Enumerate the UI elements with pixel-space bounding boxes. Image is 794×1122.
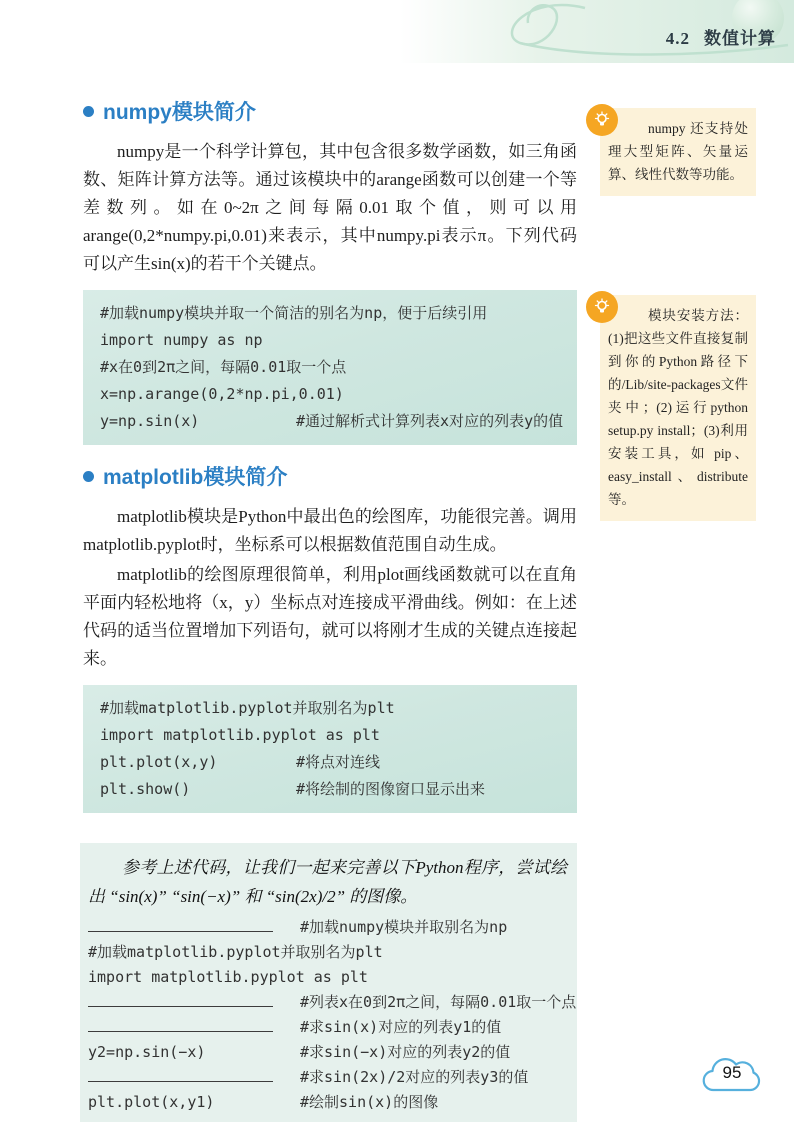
heading-numpy-label: numpy模块简介 (103, 101, 256, 124)
fill-in-blank (88, 917, 273, 932)
fill-in-blank (88, 1067, 273, 1082)
code-line: #x在0到2π之间，每隔0.01取一个点 (100, 358, 347, 376)
section-title: 数值计算 (704, 29, 776, 48)
tip-note-numpy-text: numpy 还支持处理大型矩阵、矢量运算、线性代数等功能。 (608, 121, 748, 182)
code-line: plt.plot(x,y) #将点对连线 (100, 753, 381, 771)
exercise-block (80, 843, 577, 1122)
code-line: x=np.arange(0,2*np.pi,0.01) (100, 385, 344, 403)
fill-in-blank (88, 992, 273, 1007)
heading-matplotlib-label: matplotlib模块简介 (103, 466, 288, 489)
tip-note-install-text: 模块安装方法：(1)把这些文件直接复制到你的Python路径下的/Lib/site-packages文件夹中；(2)运行python setup.py install；(3)利用安装工具，如 pip、easy_install、distribute 等。 (608, 308, 748, 507)
exercise-line: import matplotlib.pyplot as plt (88, 968, 368, 986)
code-line: import matplotlib.pyplot as plt (100, 726, 380, 744)
exercise-line: plt.plot(x,y1) #绘制sin(x)的图像 (88, 1093, 439, 1111)
bullet-icon (83, 471, 94, 482)
tip-note-numpy (600, 108, 756, 196)
code-block-matplotlib (83, 685, 577, 813)
paragraph-matplotlib-1: matplotlib模块是Python中最出色的绘图库，功能很完善。调用matplotlib.pyplot时，坐标系可以根据数值范围自动生成。 (83, 507, 577, 554)
code-line: #加载matplotlib.pyplot并取别名为plt (100, 699, 395, 717)
page-number: 95 (722, 1063, 742, 1082)
fill-in-blank (88, 1017, 273, 1032)
exercise-intro: 参考上述代码，让我们一起来完善以下Python程序，尝试绘出 “sin(x)” “sin(−x)” 和 “sin(2x)/2” 的图像。 (88, 858, 567, 906)
page-number-cloud (700, 1050, 764, 1098)
lightbulb-icon (586, 291, 618, 323)
heading-matplotlib (83, 461, 577, 491)
exercise-line: #求sin(x)对应的列表y1的值 (88, 1015, 567, 1040)
code-line: import numpy as np (100, 331, 263, 349)
paragraph-matplotlib-2: matplotlib的绘图原理很简单，利用plot画线函数就可以在直角平面内轻松地将（x，y）坐标点对连接成平滑曲线。例如：在上述代码的适当位置增加下列语句，就可以将刚才生成的关键点连接起来。 (83, 565, 577, 668)
lightbulb-icon (586, 104, 618, 136)
header-band (400, 0, 794, 63)
heading-numpy (83, 96, 577, 126)
code-line: #加载numpy模块并取一个简洁的别名为np，便于后续引用 (100, 304, 488, 322)
exercise-line: #求sin(2x)/2对应的列表y3的值 (88, 1065, 567, 1090)
exercise-line: #加载numpy模块并取别名为np (88, 915, 567, 940)
code-block-numpy (83, 290, 577, 445)
section-header (666, 24, 776, 49)
exercise-line: y2=np.sin(−x) #求sin(−x)对应的列表y2的值 (88, 1043, 511, 1061)
paragraph-numpy: numpy是一个科学计算包，其中包含很多数学函数，如三角函数、矩阵计算方法等。通过该模块中的arange函数可以创建一个等差数列。如在0~2π之间每隔0.01取个值，则可以用arange(0,2*numpy.pi,0.01)来表示，其中numpy.pi表示π。下列代码可以产生sin(x)的若干个关键点。 (83, 142, 577, 273)
code-line: y=np.sin(x) #通过解析式计算列表x对应的列表y的值 (100, 412, 564, 430)
section-number: 4.2 (665, 29, 690, 48)
code-line: plt.show() #将绘制的图像窗口显示出来 (100, 780, 486, 798)
exercise-line: #加载matplotlib.pyplot并取别名为plt (88, 943, 383, 961)
main-column (83, 96, 577, 1122)
bullet-icon (83, 106, 94, 117)
exercise-line: #列表x在0到2π之间，每隔0.01取一个点 (88, 990, 567, 1015)
tip-note-install (600, 295, 756, 521)
